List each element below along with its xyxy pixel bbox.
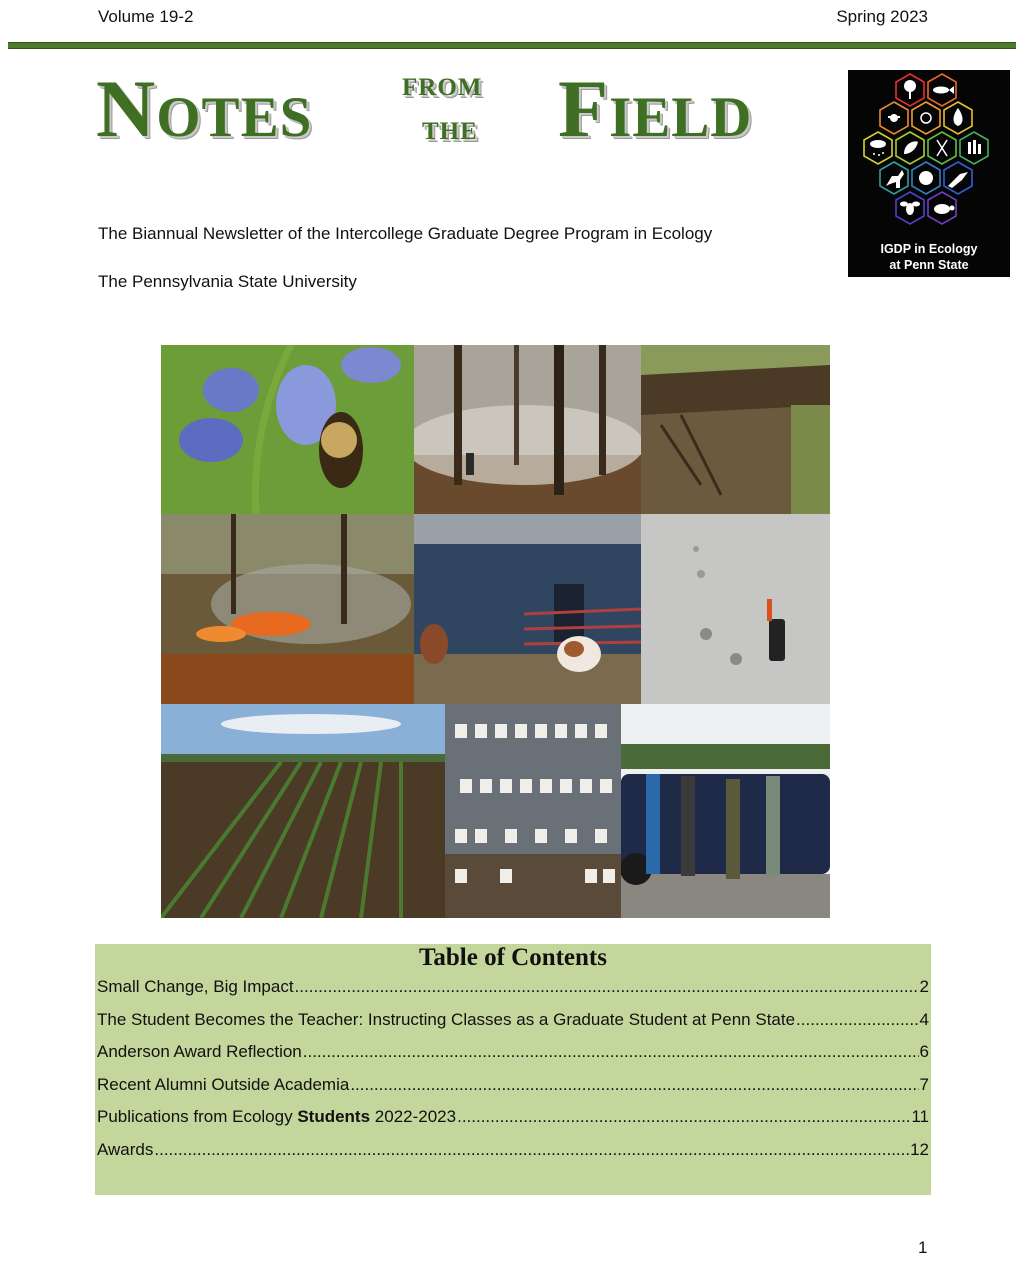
microbe-icon-hex: [912, 102, 940, 134]
toc-entry-page: 7: [919, 1075, 929, 1094]
logo-caption-line2: at Penn State: [889, 258, 969, 272]
toc-entry-page: 11: [911, 1107, 929, 1126]
toc-entry[interactable]: [97, 1140, 929, 1164]
university-name: The Pennsylvania State University: [98, 272, 357, 291]
masthead-field: Field: [558, 63, 753, 154]
toc-leader-dots: [303, 1042, 919, 1062]
soil-pit-photo: [641, 345, 830, 514]
toc-entry[interactable]: [97, 1075, 929, 1099]
hexagon-icons-graphic: [848, 70, 1010, 245]
toc-entry[interactable]: [97, 977, 929, 1001]
toc-entry-title: Awards: [97, 1140, 154, 1159]
header-rule: [8, 42, 1016, 49]
toc-entry-title: Recent Alumni Outside Academia: [97, 1075, 350, 1094]
animal-tracks-in-snow-photo: [641, 514, 830, 704]
hanging-artwork-photo: [445, 704, 621, 918]
toc-title: Table of Contents: [419, 944, 607, 971]
crop-field-photo: [161, 704, 445, 918]
newsletter-subtitle: The Biannual Newsletter of the Intercollege Graduate Degree Program in Ecology: [98, 224, 713, 243]
season-label: Spring 2023: [836, 7, 928, 26]
toc-title-part: Publications from Ecology: [97, 1107, 298, 1126]
logo-caption-line1: IGDP in Ecology: [880, 242, 978, 256]
toc-entry-title: Anderson Award Reflection: [97, 1042, 302, 1061]
toc-entry[interactable]: [97, 1107, 929, 1131]
toc-title-bold-part: Students: [297, 1107, 371, 1126]
group-by-truck-photo: [621, 704, 830, 918]
leaf-litter-fire-photo: [161, 514, 414, 704]
toc-entry-page: 4: [919, 1010, 929, 1029]
toc-leader-dots: [350, 1075, 918, 1095]
masthead-notes: Notes: [96, 63, 313, 154]
toc-leader-dots: [796, 1010, 918, 1030]
toc-leader-dots: [295, 977, 919, 997]
forest-prescribed-burn-photo: [414, 345, 641, 514]
masthead-title: [96, 62, 816, 162]
igdp-ecology-logo: [848, 70, 1010, 277]
toc-entry-title: The Student Becomes the Teacher: Instructing Classes as a Graduate Student at Penn State: [97, 1010, 796, 1029]
masthead-from: from: [402, 63, 483, 103]
toc-entry-title: [97, 1107, 456, 1127]
volume-label: Volume 19-2: [98, 7, 194, 26]
toc-entry[interactable]: [97, 1010, 929, 1034]
bee-on-lupine-flower-photo: [161, 345, 414, 514]
toc-entry-page: 2: [919, 977, 929, 996]
toc-entry-title: Small Change, Big Impact: [97, 977, 294, 996]
toc-entry-page: 12: [910, 1140, 929, 1159]
toc-entry-page: 6: [919, 1042, 929, 1061]
toc-leader-dots: [457, 1107, 910, 1127]
masthead-the: the: [422, 107, 478, 147]
toc-title-part: 2022-2023: [370, 1107, 457, 1126]
photo-collage: [161, 345, 830, 918]
toc-entry[interactable]: [97, 1042, 929, 1066]
table-of-contents: [95, 944, 931, 1195]
page-number: 1: [918, 1238, 928, 1257]
toc-leader-dots: [154, 1140, 909, 1160]
calves-in-barn-photo: [414, 514, 641, 704]
